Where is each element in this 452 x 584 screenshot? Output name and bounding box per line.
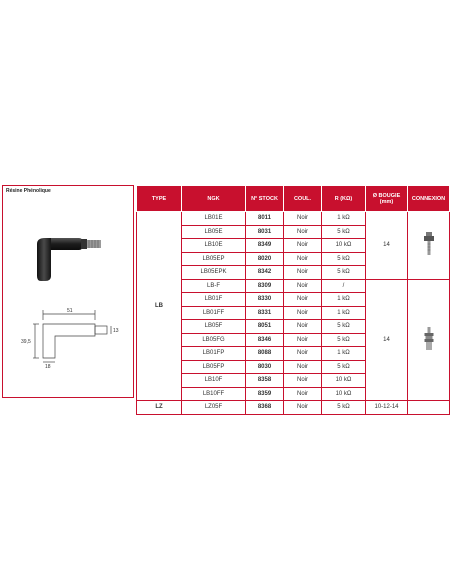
resistance-cell: 1 kΩ — [322, 306, 366, 320]
resistance-cell: 1 kΩ — [322, 347, 366, 361]
coul-cell: Noir — [284, 266, 322, 280]
dim-tip-label: 13 — [113, 328, 119, 334]
coul-cell: Noir — [284, 252, 322, 266]
header-type: TYPE — [137, 186, 182, 212]
coul-cell: Noir — [284, 293, 322, 307]
coul-cell: Noir — [284, 401, 322, 415]
stock-cell: 8342 — [246, 266, 284, 280]
resistance-cell: 5 kΩ — [322, 401, 366, 415]
resistance-cell: 1 kΩ — [322, 293, 366, 307]
header-resistance: R (KΩ) — [322, 186, 366, 212]
coul-cell: Noir — [284, 387, 322, 401]
resistance-cell: 5 kΩ — [322, 333, 366, 347]
spec-sheet — [0, 185, 452, 411]
product-illustration-panel — [2, 185, 134, 398]
terminal-solid-icon — [421, 326, 437, 352]
resistance-cell: 10 kΩ — [322, 387, 366, 401]
stock-cell: 8030 — [246, 360, 284, 374]
stock-cell: 8346 — [246, 333, 284, 347]
terminal-nut-icon — [421, 231, 437, 257]
coul-cell: Noir — [284, 212, 322, 226]
stock-cell: 8088 — [246, 347, 284, 361]
ngk-cell: LB05E — [182, 225, 246, 239]
stock-cell: 8368 — [246, 401, 284, 415]
resistance-cell: / — [322, 279, 366, 293]
ngk-cell: LB10FF — [182, 387, 246, 401]
header-stock: N° STOCK — [246, 186, 284, 212]
spec-table — [136, 185, 450, 415]
connexion-cell — [408, 401, 450, 415]
type-cell-lb: LB — [137, 212, 182, 401]
resistance-cell: 5 kΩ — [322, 252, 366, 266]
stock-cell: 8011 — [246, 212, 284, 226]
ngk-cell: LZ05F — [182, 401, 246, 415]
stock-cell: 8331 — [246, 306, 284, 320]
stock-cell: 8349 — [246, 239, 284, 253]
stock-cell: 8020 — [246, 252, 284, 266]
resistance-cell: 5 kΩ — [322, 225, 366, 239]
header-coul: COUL. — [284, 186, 322, 212]
bougie-cell: 10-12-14 — [366, 401, 408, 415]
material-title: Résine Phénolique — [6, 188, 51, 194]
ngk-cell: LB01FF — [182, 306, 246, 320]
coul-cell: Noir — [284, 347, 322, 361]
ngk-cell: LB01F — [182, 293, 246, 307]
coul-cell: Noir — [284, 225, 322, 239]
dim-base-label: 18 — [45, 364, 51, 370]
ngk-cell: LB10F — [182, 374, 246, 388]
resistance-cell: 10 kΩ — [322, 239, 366, 253]
header-row — [137, 186, 450, 212]
coul-cell: Noir — [284, 374, 322, 388]
stock-cell: 8051 — [246, 320, 284, 334]
ngk-cell: LB05FP — [182, 360, 246, 374]
resistance-cell: 5 kΩ — [322, 360, 366, 374]
type-cell-lz: LZ — [137, 401, 182, 415]
ngk-cell: LB05F — [182, 320, 246, 334]
spark-plug-boot-photo — [29, 226, 109, 282]
coul-cell: Noir — [284, 279, 322, 293]
coul-cell: Noir — [284, 306, 322, 320]
header-ngk: NGK — [182, 186, 246, 212]
ngk-cell: LB01FP — [182, 347, 246, 361]
resistance-cell: 5 kΩ — [322, 320, 366, 334]
connexion-cell — [408, 279, 450, 401]
table-row — [137, 401, 450, 415]
resistance-cell: 10 kΩ — [322, 374, 366, 388]
stock-cell: 8031 — [246, 225, 284, 239]
ngk-cell: LB05EP — [182, 252, 246, 266]
bougie-cell: 14 — [366, 212, 408, 280]
table-row — [137, 279, 450, 293]
ngk-cell: LB01E — [182, 212, 246, 226]
resistance-cell: 1 kΩ — [322, 212, 366, 226]
resistance-cell: 5 kΩ — [322, 266, 366, 280]
coul-cell: Noir — [284, 333, 322, 347]
ngk-cell: LB-F — [182, 279, 246, 293]
ngk-cell: LB10E — [182, 239, 246, 253]
stock-cell: 8359 — [246, 387, 284, 401]
ngk-cell: LB05EPK — [182, 266, 246, 280]
stock-cell: 8330 — [246, 293, 284, 307]
coul-cell: Noir — [284, 239, 322, 253]
table-row — [137, 212, 450, 226]
ngk-cell: LB05FG — [182, 333, 246, 347]
stock-cell: 8358 — [246, 374, 284, 388]
bougie-cell: 14 — [366, 279, 408, 401]
stock-cell: 8309 — [246, 279, 284, 293]
connexion-cell — [408, 212, 450, 280]
coul-cell: Noir — [284, 320, 322, 334]
coul-cell: Noir — [284, 360, 322, 374]
dim-width-label: 51 — [67, 308, 73, 314]
dim-height-label: 39,5 — [21, 339, 31, 345]
technical-drawing — [17, 296, 127, 370]
header-bougie: Ø BOUGIE (mm) — [366, 186, 408, 212]
header-connexion: CONNEXION — [408, 186, 450, 212]
